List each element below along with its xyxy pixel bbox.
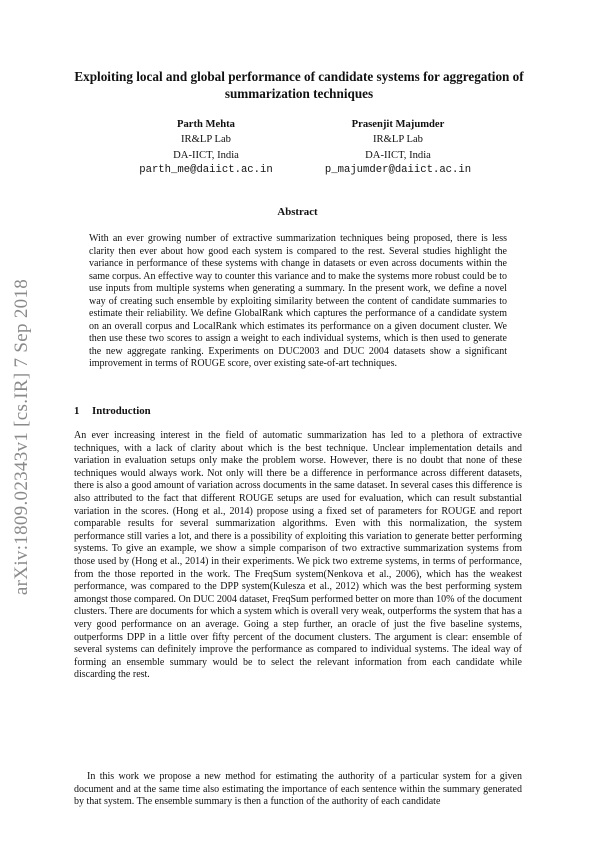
paper-title: Exploiting local and global performance of candidate systems for aggregation of summarization techniques [74,69,524,101]
author-affiliation: IR&LP Lab [181,134,231,146]
author-institution: DA-IICT, India [365,149,431,161]
abstract-heading: Abstract [277,206,318,218]
author-affiliation: IR&LP Lab [373,134,423,146]
author-block-2 [298,117,498,179]
author-institution: DA-IICT, India [173,149,239,161]
arxiv-identifier-text: arXiv:1809.02343v1 [cs.IR] 7 Sep 2018 [11,278,32,596]
section-heading [74,405,151,417]
section-number: 1 [74,405,80,417]
author-block-1 [106,117,306,179]
abstract-text: With an ever growing number of extractive summarization techniques being proposed, there is less clarity then ever about how good each system is compared to the rest. Several studies highlight the variance in performance of these systems with change in datasets or even across documents within the same corpus. An effective way to counter this variance and to make the systems more robust could be to use inputs from multiple systems when generating a summary. In the present work, we define a novel way of creating such ensemble by exploiting similarity between the content of candidate summaries to estimate their reliability. We define GlobalRank which captures the performance of a candidate system on an overall corpus and LocalRank which estimates its performance on a given document cluster. We then use these two scores to assign a weight to each individual systems, which is then used to generate the new aggregate ranking. Experiments on DUC2003 and DUC 2004 datasets show a significant improvement in terms of ROUGE score, over existing sate-of-art techniques. [89,233,507,370]
body-paragraph: In this work we propose a new method for estimating the authority of a particular system for a given document and at the same time also estimating the importance of each sentence within the summary generated by that system. The ensemble summary is then a function of the authority of each candidate [74,771,522,808]
arxiv-identifier-stamp [8,272,36,602]
author-email: p_majumder@daiict.ac.in [324,164,472,177]
section-title: Introduction [92,405,151,417]
author-name: Parth Mehta [177,119,235,130]
author-email: parth_me@daiict.ac.in [139,164,273,177]
body-paragraph: An ever increasing interest in the field of automatic summarization has led to a plethora of extractive techniques, with a lack of clarity about which is the best technique. Unclear implementation details and variation in evaluation setups only make the problem worse. However, there is no doubt that none of these techniques would always work. Not only will there be a difference in performance across different datasets, there is also a good amount of variation across documents in the same dataset. In several cases this difference is also attributed to the fact that different ROUGE setups are used for evaluation, which can result substantial variation in the scores. (Hong et al., 2014) propose using a fixed set of parameters for ROUGE and report comparable results for several summarization algorithms. Even with this normalization, the system performance still varies a lot, and there is a possibility of exploiting this variation to generate better performing systems. To give an example, we show a simple comparison of two extractive summarization systems from those used by (Hong et al., 2014) in their experiments. We pick two extreme systems, in terms of performance, from the those reported in the work. The FreqSum system(Nenkova et al., 2006), which has the weakest performance, was compared to the DPP system(Kulesza et al., 2012) which was the best performing system amongst those compared. On DUC 2004 dataset, FreqSum performed better on more than 10% of the document clusters. There are documents for which a system which is overall very weak, outperforms the system that has a very good performance on an average. Going a step further, an oracle of just the five baseline systems, outperforms DPP in a little over fifty percent of the document clusters. The argument is clear: ensemble of several systems can definitely improve the performance as compared to individual systems. The ideal way of forming an ensemble summary would be to select the relevant information from each candidate while discarding the rest. [74,430,522,681]
author-name: Prasenjit Majumder [351,119,445,130]
